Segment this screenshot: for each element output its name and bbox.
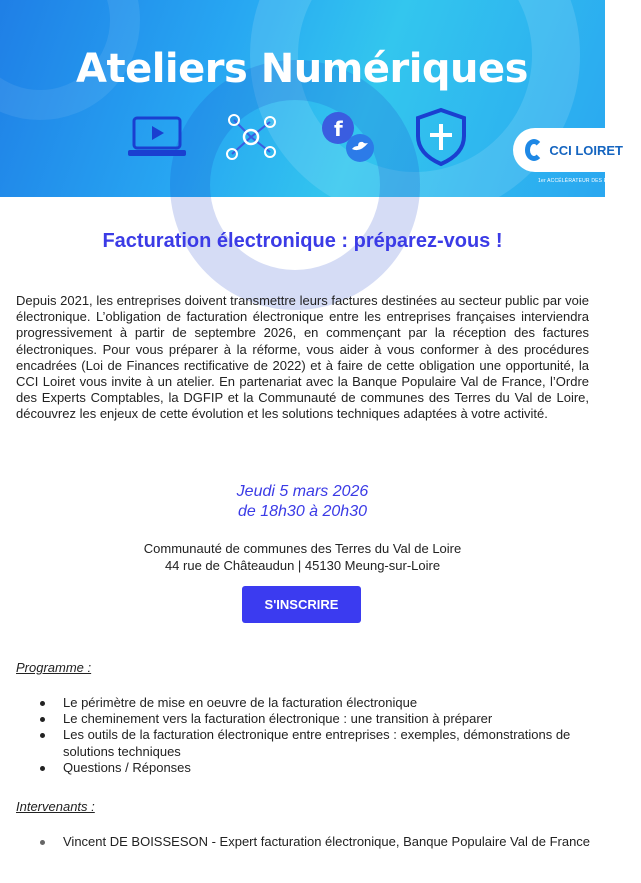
register-button[interactable]: S'INSCRIRE [242,586,361,623]
laptop-video-icon [126,106,188,168]
social-media-icon [316,106,378,168]
event-date [0,482,605,522]
header-banner [0,0,641,197]
intro-paragraph: Depuis 2021, les entreprises doivent transmettre leurs factures destinées au secteur public par voie électronique. L’obligation de facturation électronique entre les entreprises françaises interviendra progressivement à partir de septembre 2026, en commençant par la réception des factures électroniques. Pour vous préparer à la réforme, vous aider à vous conformer à des procédures encadrées (Loi de Finances rectificative de 2022) et à faire de cette obligation une opportunité, la CCI Loiret vous invite à un atelier. En partenariat avec la Banque Populaire Val de France, l’Ordre des Experts Comptables, la DGFIP et la Communauté de communes des Terres du Val de Loire, découvrez les enjeux de cette évolution et les solutions techniques adaptées à votre activité. [16,293,589,422]
programme-list [38,695,594,776]
venue-address: 44 rue de Châteaudun | 45130 Meung-sur-Loire [164,558,441,573]
programme-heading: Programme : [16,660,92,675]
cci-brand-name: CCI LOIRET [549,142,623,158]
cci-tagline: 1er ACCÉLÉRATEUR DES ENTREPRISES [538,178,641,184]
bullet-icon [40,733,45,738]
speakers-heading: Intervenants : [16,799,95,814]
page-title: Facturation électronique : préparez-vous ! [102,230,503,252]
list-item: Le périmètre de mise en oeuvre de la facturation électronique [38,695,594,711]
cci-logo-icon [525,139,543,161]
bullet-icon [40,840,45,845]
network-nodes-icon [220,106,282,168]
list-item: Questions / Réponses [38,760,594,776]
security-shield-icon [410,106,472,168]
list-item: Le cheminement vers la facturation électronique : une transition à préparer [38,711,594,727]
svg-text:f: f [334,117,343,141]
speakers-list [38,834,594,850]
venue [0,540,605,574]
banner-title: Ateliers Numériques [76,46,528,92]
list-item: Les outils de la facturation électronique entre entreprises : exemples, démonstrations de solutions techniques [38,727,594,759]
cci-logo [513,128,623,172]
bullet-icon [40,717,45,722]
bullet-icon [40,701,45,706]
venue-name: Communauté de communes des Terres du Val de Loire [143,541,462,556]
event-day: Jeudi 5 mars 2026 [236,483,369,500]
list-item: Vincent DE BOISSESON - Expert facturation électronique, Banque Populaire Val de France [38,834,594,850]
banner-decoration [170,60,420,310]
bullet-icon [40,766,45,771]
event-time: de 18h30 à 20h30 [237,503,367,520]
